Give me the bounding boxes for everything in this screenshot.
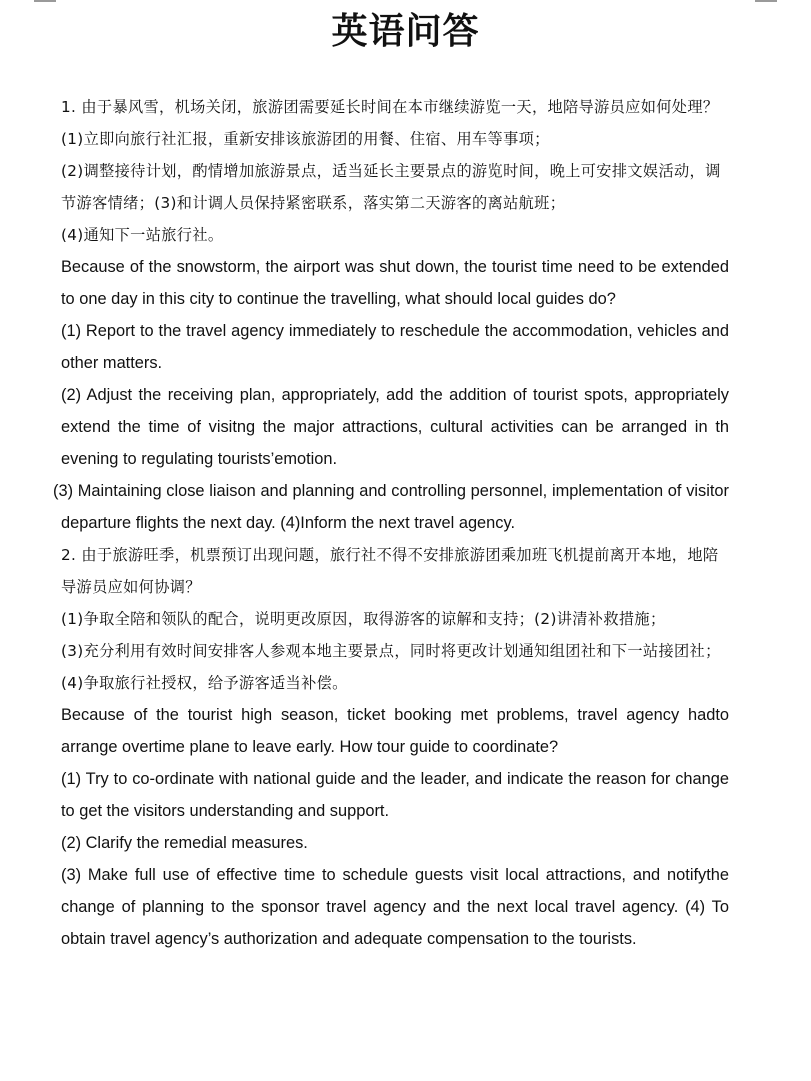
q1-chinese-question: 1. 由于暴风雪，机场关闭，旅游团需要延长时间在本市继续游览一天，地陪导游员应如何处理？ bbox=[61, 98, 719, 116]
q2-english-answer-2: (2) Clarify the remedial measures. bbox=[61, 834, 308, 852]
top-left-divider bbox=[34, 0, 56, 2]
q2-english-answer-1: (1) Try to co-ordinate with national guide and the leader, and indicate the reason for change to get the visitors understanding and support. bbox=[61, 770, 729, 820]
top-right-divider bbox=[755, 0, 777, 2]
q2-chinese-answer-1-2: (1)争取全陪和领队的配合，说明更改原因，取得游客的谅解和支持；(2)讲清补救措施； bbox=[61, 610, 666, 628]
q1-english-answer-1: (1) Report to the travel agency immediately to reschedule the accommodation, vehicles and other matters. bbox=[61, 322, 729, 372]
document-body bbox=[53, 91, 729, 955]
page-title: 英语问答 bbox=[331, 11, 480, 52]
q1-chinese-answer-2-3: (2)调整接待计划，酌情增加旅游景点，适当延长主要景点的游览时间，晚上可安排文娱活动，调节游客情绪；(3)和计调人员保持紧密联系，落实第二天游客的离站航班； bbox=[61, 162, 721, 212]
q1-chinese-answer-4: (4)通知下一站旅行社。 bbox=[61, 226, 224, 244]
q2-english-question: Because of the tourist high season, ticket booking met problems, travel agency hadto arrange overtime plane to leave early. How tour guide to coordinate? bbox=[61, 706, 729, 756]
q1-english-answer-2: (2) Adjust the receiving plan, appropriately, add the addition of tourist spots, appropriately extend the time of visitng the major attractions, cultural activities can be arranged in th evening to regulating tourists’emotion. bbox=[61, 386, 729, 468]
q2-english-answer-3-4: (3) Make full use of effective time to schedule guests visit local attractions, and notifythe change of planning to the sponsor travel agency and the next local travel agency. (4) To obtain travel agency’s authorization and adequate compensation to the tourists. bbox=[61, 866, 729, 948]
q2-chinese-question: 2. 由于旅游旺季，机票预订出现问题，旅行社不得不安排旅游团乘加班飞机提前离开本地，地陪导游员应如何协调？ bbox=[61, 546, 719, 596]
q2-chinese-answer-3-4: (3)充分利用有效时间安排客人参观本地主要景点，同时将更改计划通知组团社和下一站接团社；(4)争取旅行社授权，给予游客适当补偿。 bbox=[61, 642, 721, 692]
q1-english-answer-3-4: (3) Maintaining close liaison and planning and controlling personnel, implementation of visitor departure flights the next day. (4)Inform the next travel agency. bbox=[53, 482, 729, 532]
q1-chinese-answer-1: (1)立即向旅行社汇报，重新安排该旅游团的用餐、住宿、用车等事项； bbox=[61, 130, 550, 148]
q1-english-question: Because of the snowstorm, the airport was shut down, the tourist time need to be extended to one day in this city to continue the travelling, what should local guides do? bbox=[61, 258, 729, 308]
